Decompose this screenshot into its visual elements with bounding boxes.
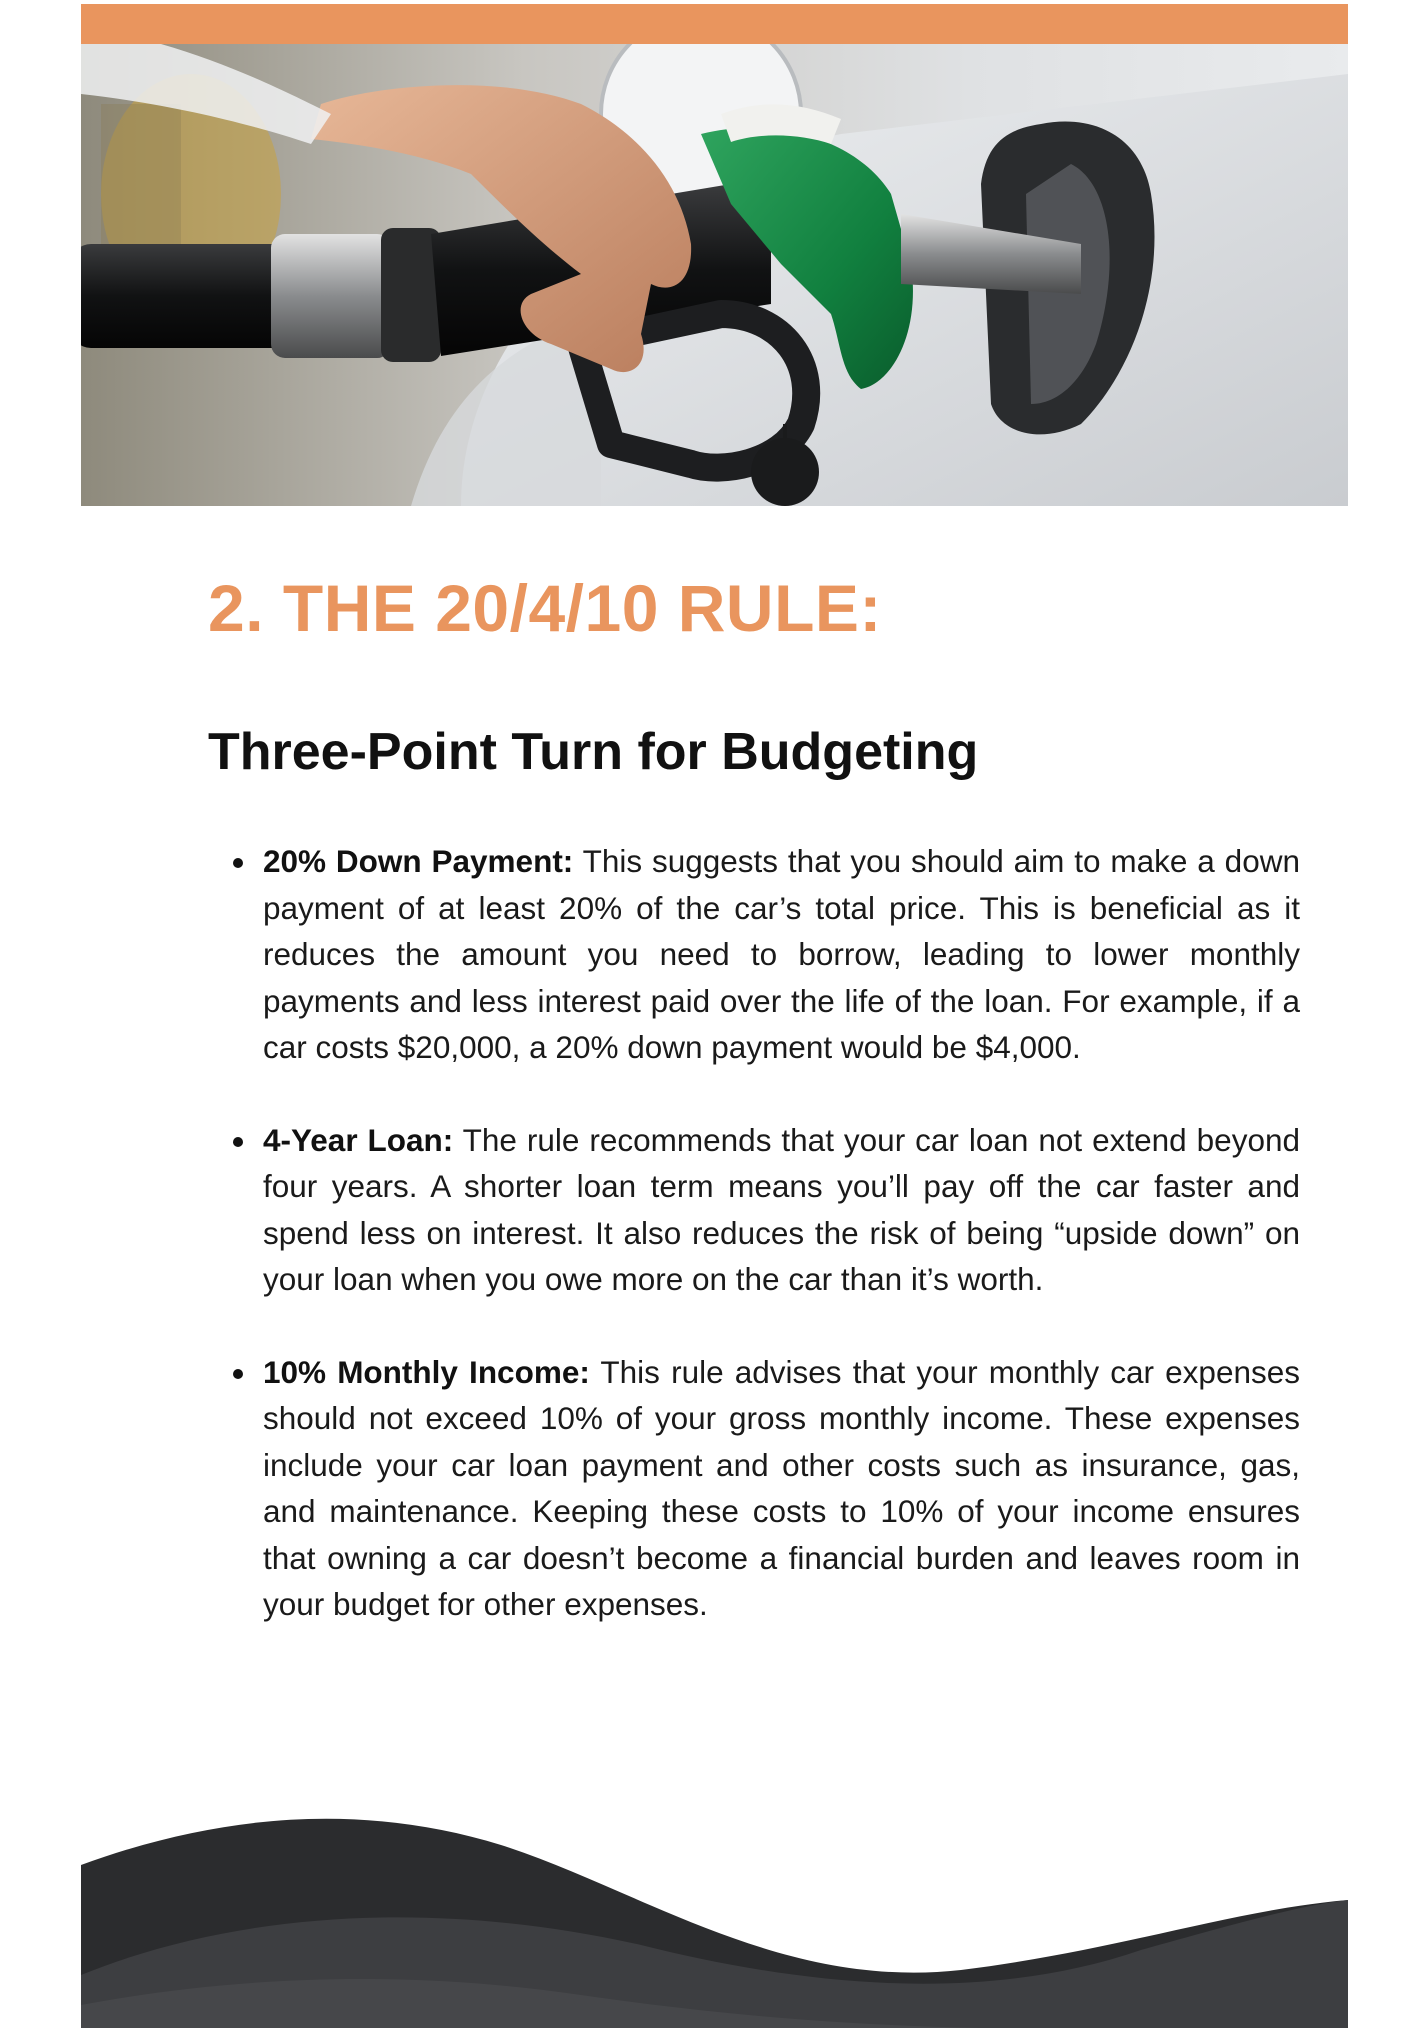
bullet-dot	[233, 858, 243, 868]
top-accent-band	[81, 4, 1348, 44]
rule-text: This suggests that you should aim to make a down payment of at least 20% of the car’s total price. This is beneficial as it reduces the amount you need to borrow, leading to lower monthly payments and less interest paid over the life of the loan. For example, if a car costs $20,000, a 20% down payment would be $4,000.	[263, 843, 1300, 1065]
section-subheading: Three-Point Turn for Budgeting	[208, 723, 979, 781]
bullet-dot	[233, 1369, 243, 1379]
page-heading: 2. THE 20/4/10 RULE:	[208, 571, 882, 645]
footer-wave-decoration	[81, 1800, 1348, 2028]
rule-item-down-payment	[233, 838, 1300, 1071]
document-page	[81, 0, 1348, 2028]
rule-term: 20% Down Payment:	[263, 843, 574, 879]
rule-list	[233, 838, 1300, 1674]
rule-item-loan-term	[233, 1117, 1300, 1303]
rule-text: This rule advises that your monthly car expenses should not exceed 10% of your gross monthly income. These expenses include your car loan payment and other costs such as insurance, gas, and maintenance. Keeping these costs to 10% of your income ensures that owning a car doesn’t become a financial burden and leaves room in your budget for other expenses.	[263, 1353, 1300, 1622]
rule-term: 4-Year Loan:	[263, 1121, 454, 1158]
rule-text: The rule recommends that your car loan not extend beyond four years. A shorter loan term means you’ll pay off the car faster and spend less on interest. It also reduces the risk of being “upside down” on your loan when you owe more on the car than it’s worth.	[263, 1121, 1301, 1297]
rule-term: 10% Monthly Income:	[263, 1353, 590, 1390]
rule-item-monthly-income	[233, 1349, 1300, 1628]
hero-photo-fuel-nozzle	[81, 44, 1348, 506]
bullet-dot	[233, 1137, 243, 1147]
